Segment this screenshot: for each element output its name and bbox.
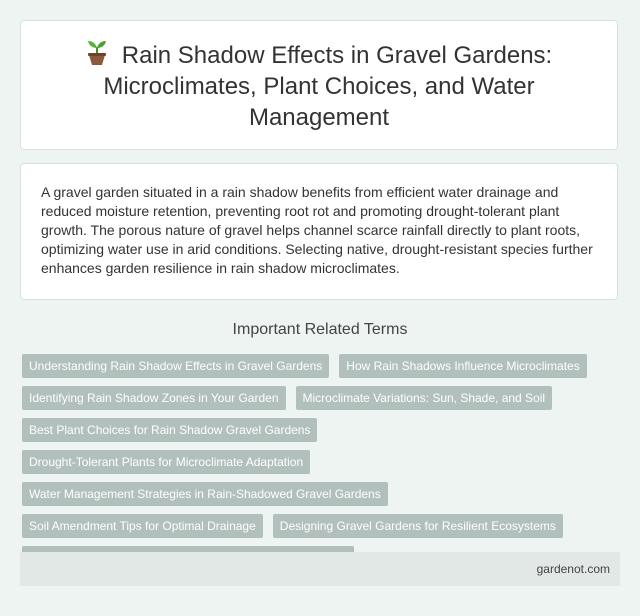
related-terms-list <box>20 354 620 578</box>
related-term-tag[interactable]: Understanding Rain Shadow Effects in Gravel Gardens <box>22 354 329 378</box>
related-term-tag[interactable]: Designing Gravel Gardens for Resilient Ecosystems <box>273 514 563 538</box>
related-term-tag[interactable]: Soil Amendment Tips for Optimal Drainage <box>22 514 263 538</box>
related-term-tag[interactable]: Drought-Tolerant Plants for Microclimate Adaptation <box>22 450 310 474</box>
related-term-tag[interactable]: Identifying Rain Shadow Zones in Your Garden <box>22 386 286 410</box>
related-term-tag[interactable]: Best Plant Choices for Rain Shadow Gravel Gardens <box>22 418 317 442</box>
related-term-tag[interactable]: Microclimate Variations: Sun, Shade, and Soil <box>296 386 553 410</box>
page-title-text: Rain Shadow Effects in Gravel Gardens: Microclimates, Plant Choices, and Water Management <box>103 41 553 131</box>
summary-card <box>20 163 618 300</box>
related-terms-section <box>20 320 620 578</box>
page-title <box>45 38 593 133</box>
related-term-tag[interactable]: How Rain Shadows Influence Microclimates <box>339 354 586 378</box>
related-terms-heading: Important Related Terms <box>232 321 408 338</box>
related-term-tag[interactable]: Water Management Strategies in Rain-Shadowed Gravel Gardens <box>22 482 388 506</box>
footer <box>20 552 620 586</box>
header-card <box>20 20 618 150</box>
sprout-icon <box>86 38 108 66</box>
summary-text: A gravel garden situated in a rain shadow benefits from efficient water drainage and reduced moisture retention, preventing root rot and promoting drought-tolerant plant growth. The porous nature of gravel helps channel scarce rainfall directly to plant roots, optimizing water use in arid conditions. Selecting native, drought-resistant species further enhances garden resilience in rain shadow microclimates. <box>41 184 593 276</box>
footer-domain[interactable]: gardenot.com <box>536 562 610 576</box>
